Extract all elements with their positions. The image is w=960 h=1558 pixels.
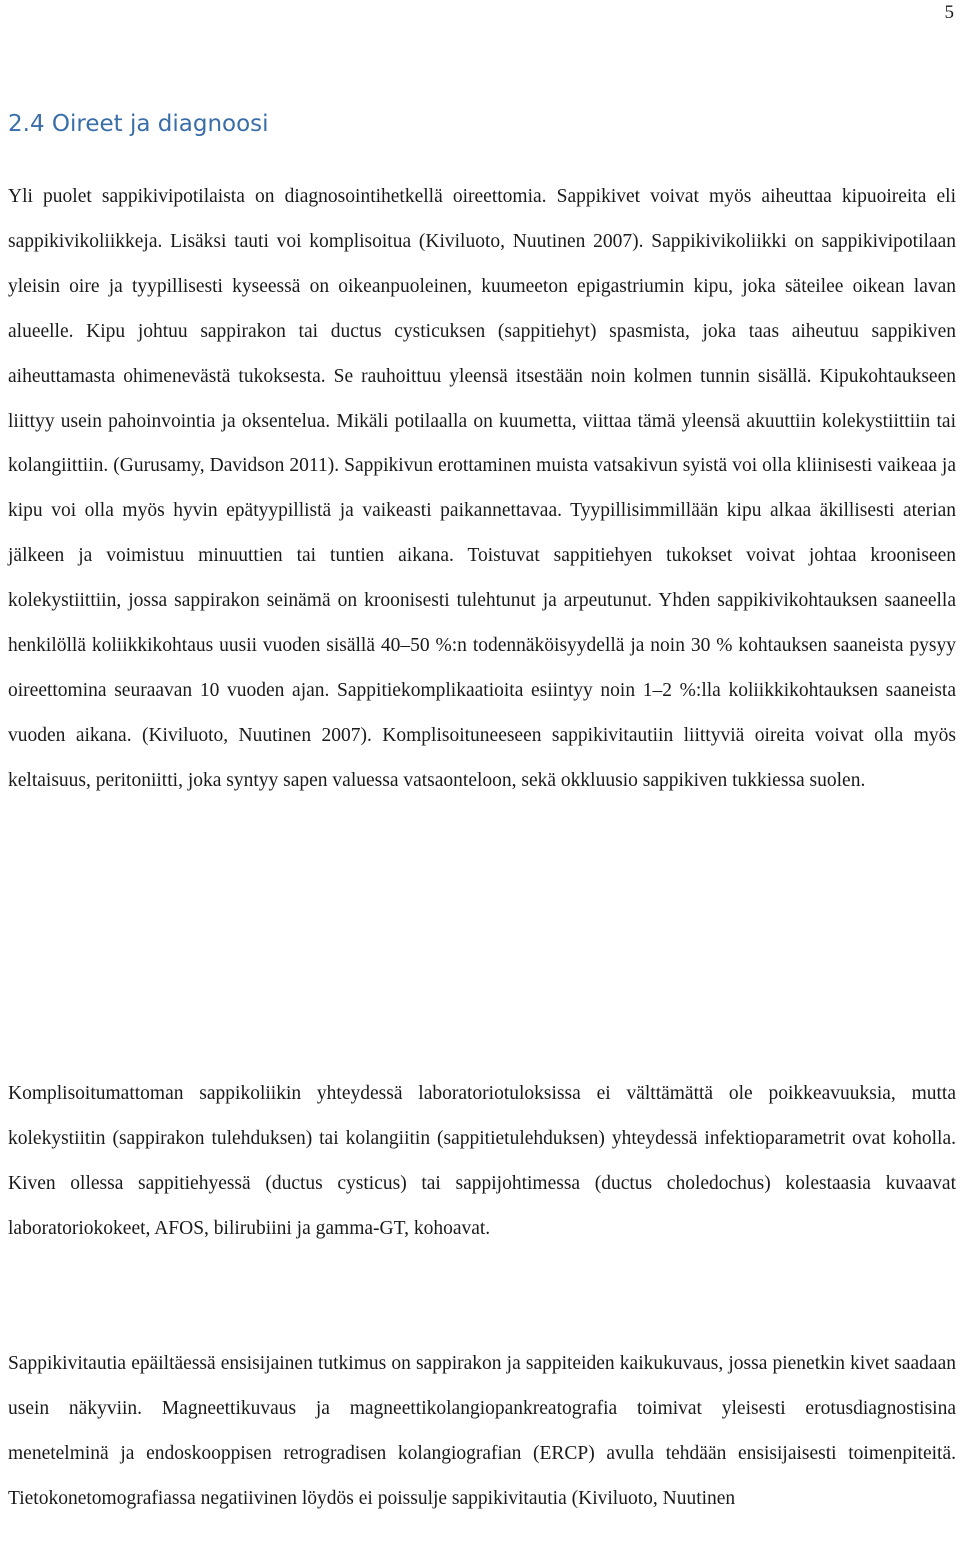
paragraph-text: Komplisoitumattoman sappikoliikin yhteydessä laboratoriotuloksissa ei välttämättä ole poikkeavuuksia, mutta kolekystiitin (sappirakon tulehduksen) tai kolangiitin (sappitietulehduksen) yhteydessä infektioparametrit ovat koholla. Kiven ollessa sappitiehyessä (ductus cysticus) tai sappijohtimessa (ductus choledochus) kolestaasia kuvaavat laboratoriokokeet, AFOS, bilirubiini ja gamma-GT, kohoavat. [8, 1083, 956, 1239]
paragraph-text: Yli puolet sappikivipotilaista on diagnosointihetkellä oireettomia. Sappikivet voivat myös aiheuttaa kipuoireita eli sappikivikoliikkeja. Lisäksi tauti voi komplisoitua (Kiviluoto, Nuutinen 2007). Sappikivikoliikki on sappikivipotilaan yleisin oire ja tyypillisesti kyseessä on oikeanpuoleinen, kuumeeton epigastriumin kipu, joka säteilee oikean lavan alueelle. Kipu johtuu sappirakon tai ductus cysticuksen (sappitiehyt) spasmista, joka taas aiheutuu sappikiven aiheuttamasta ohimenevästä tukoksesta. Se rauhoittuu yleensä itsestään noin kolmen tunnin sisällä. Kipukohtaukseen liittyy usein pahoinvointia ja oksentelua. Mikäli potilaalla on kuumetta, viittaa tämä yleensä akuuttiin kolekystiittiin tai kolangiittiin. (Gurusamy, Davidson 2011). Sappikivun erottaminen muista vatsakivun syistä voi olla kliinisesti vaikeaa ja kipu voi olla myös hyvin epätyypillistä ja vaikeasti paikannettavaa. Tyypillisimmillään kipu alkaa äkillisesti aterian jälkeen ja voimistuu minuuttien tai tuntien aikana. Toistuvat sappitiehyen tukokset voivat johtaa krooniseen kolekystiittiin, jossa sappirakon seinämä on kroonisesti tulehtunut ja arpeutunut. Yhden sappikivikohtauksen saaneella henkilöllä koliikkikohtaus uusii vuoden sisällä 40–50 %:n todennäköisyydellä ja noin 30 % kohtauksen saaneista pysyy oireettomina seuraavan 10 vuoden ajan. Sappitiekomplikaatioita esiintyy noin 1–2 %:lla koliikkikohtauksen saaneista vuoden aikana. (Kiviluoto, Nuutinen 2007). Komplisoituneeseen sappikivitautiin liittyviä oireita voivat olla myös keltaisuus, peritoniitti, joka syntyy sapen valuessa vatsaonteloon, sekä okkluusio sappikiven tukkiessa suolen. [8, 186, 956, 791]
paragraph-text: Sappikivitautia epäiltäessä ensisijainen tutkimus on sappirakon ja sappiteiden kaikukuvaus, jossa pienetkin kivet saadaan usein näkyviin. Magneettikuvaus ja magneettikolangiopankreatografia toimivat yleisesti erotusdiagnostisina menetelminä ja endoskooppisen retrogradisen kolangiografian (ERCP) avulla tehdään ensisijaisesti toimenpiteitä. Tietokonetomografiassa negatiivinen löydös ei poissulje sappikivitautia (Kiviluoto, Nuutinen [8, 1353, 956, 1509]
paragraph-symptoms [8, 175, 956, 804]
section-heading: 2.4 Oireet ja diagnoosi [8, 111, 269, 137]
paragraph-imaging [8, 1342, 956, 1522]
page-number: 5 [944, 2, 954, 23]
paragraph-laboratory [8, 1072, 956, 1252]
